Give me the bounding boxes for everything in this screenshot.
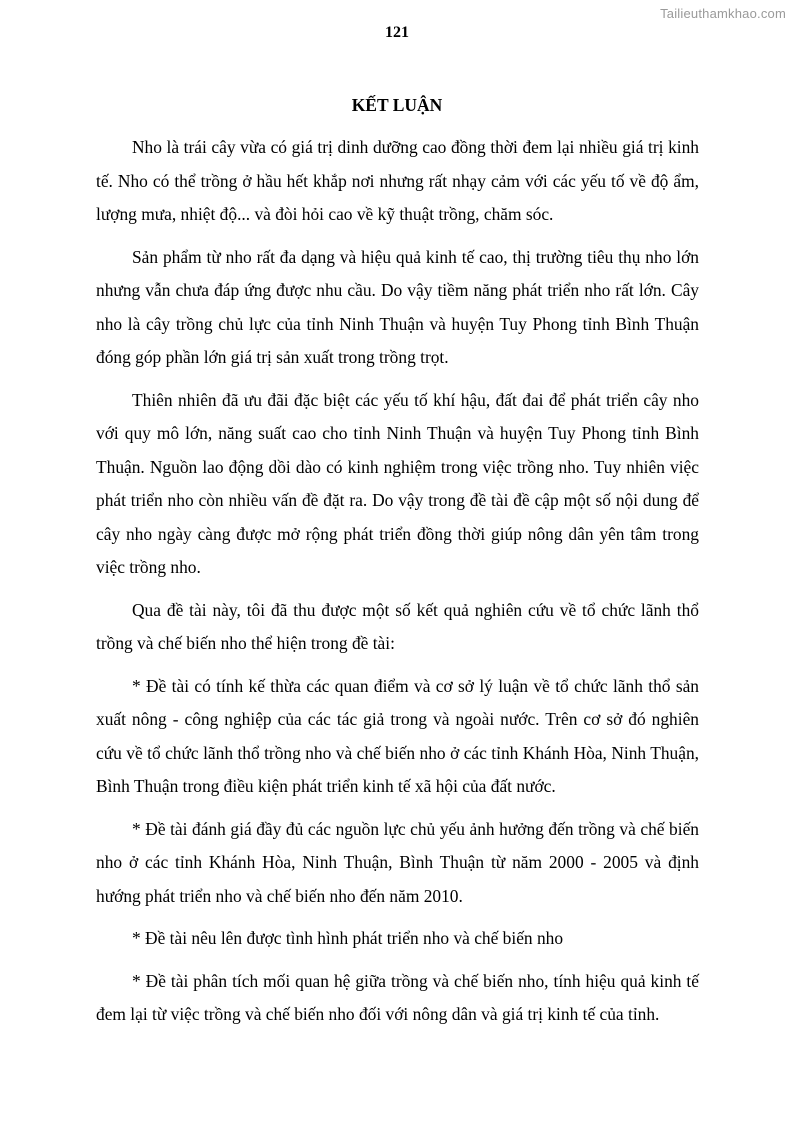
paragraph-intro: Nho là trái cây vừa có giá trị dinh dưỡng cao đồng thời đem lại nhiều giá trị kinh tế. Nho có thể trồng ở hầu hết khắp nơi nhưng rất nhạy cảm với các yếu tố về độ ẩm, lượng mưa, nhiệt độ... và đòi hỏi cao về kỹ thuật trồng, chăm sóc. — [96, 137, 699, 224]
paragraph-products: Sản phẩm từ nho rất đa dạng và hiệu quả kinh tế cao, thị trường tiêu thụ nho lớn nhưng vẫn chưa đáp ứng được nhu cầu. Do vậy tiềm năng phát triển nho rất lớn. Cây nho là cây trồng chủ lực của tỉnh Ninh Thuận và huyện Tuy Phong tỉnh Bình Thuận đóng góp phần lớn giá trị sản xuất trong trồng trọt. — [96, 246, 699, 367]
paragraph-nature: Thiên nhiên đã ưu đãi đặc biệt các yếu tố khí hậu, đất đai để phát triển cây nho với quy mô lớn, năng suất cao cho tỉnh Ninh Thuận và huyện Tuy Phong tỉnh Bình Thuận. Nguồn lao động dồi dào có kinh nghiệm trong việc trồng nho. Tuy nhiên việc phát triển nho còn nhiều vấn đề đặt ra. Do vậy trong đề tài đề cập một số nội dung để cây nho ngày càng được mở rộng phát triển đồng thời giúp nông dân yên tâm trong việc trồng nho. — [96, 389, 699, 577]
paragraph-results-intro: Qua đề tài này, tôi đã thu được một số kết quả nghiên cứu về tổ chức lãnh thổ trồng và chế biến nho thể hiện trong đề tài: — [96, 599, 699, 653]
bullet-situation: * Đề tài nêu lên được tình hình phát triển nho và chế biến nho — [132, 928, 564, 948]
document-body — [96, 131, 699, 1041]
bullet-resources: * Đề tài đánh giá đầy đủ các nguồn lực chủ yếu ảnh hưởng đến trồng và chế biến nho ở các tỉnh Khánh Hòa, Ninh Thuận, Bình Thuận từ năm 2000 - 2005 và định hướng phát triển nho và chế biến nho đến năm 2010. — [96, 818, 699, 906]
watermark: Tailieuthamkhao.com — [660, 6, 786, 21]
page-title: KẾT LUẬN — [351, 95, 443, 115]
bullet-relationship: * Đề tài phân tích mối quan hệ giữa trồng và chế biến nho, tính hiệu quả kinh tế đem lại từ việc trồng và chế biến nho đối với nông dân và giá trị kinh tế của tỉnh. — [96, 970, 699, 1024]
page-number: 121 — [385, 24, 409, 41]
bullet-inheritance: * Đề tài có tính kế thừa các quan điểm và cơ sở lý luận về tổ chức lãnh thổ sản xuất nông - công nghiệp của các tác giả trong và ngoài nước. Trên cơ sở đó nghiên cứu về tổ chức lãnh thổ trồng nho và chế biến nho ở các tỉnh Khánh Hòa, Ninh Thuận, Bình Thuận trong điều kiện phát triển kinh tế xã hội của đất nước. — [96, 675, 699, 796]
